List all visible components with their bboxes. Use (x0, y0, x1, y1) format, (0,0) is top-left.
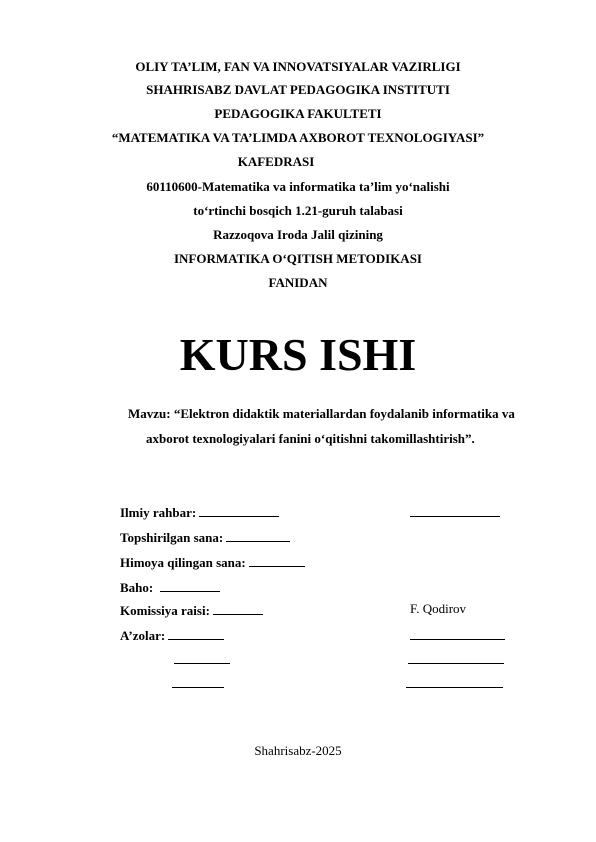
subject-suffix: FANIDAN (268, 275, 328, 290)
supervisor-label: Ilmiy rahbar: (120, 505, 197, 520)
commission-chair-blank (213, 601, 263, 615)
topic-line-2: axborot texnologiyalari fanini o‘qitishni takomillashtirish”. (146, 431, 475, 446)
subject-name: INFORMATIKA O‘QITISH METODIKASI (173, 251, 422, 266)
grade-label: Baho: (120, 580, 154, 595)
defended-field (120, 553, 305, 571)
members-blank-2 (174, 662, 230, 664)
supervisor-blank (199, 503, 279, 517)
defended-label: Himoya qilingan sana: (120, 555, 246, 570)
faculty-name: PEDAGOGIKA FAKULTETI (214, 106, 382, 121)
grade-blank (160, 578, 220, 592)
city-year: Shahrisabz-2025 (254, 743, 342, 758)
document-title: KURS ISHI (179, 329, 417, 380)
submitted-blank (226, 528, 290, 542)
submitted-field (120, 528, 290, 546)
institute-name: SHAHRISABZ DAVLAT PEDAGOGIKA INSTITUTI (146, 82, 450, 97)
commission-chair-label: Komissiya raisi: (120, 603, 210, 618)
supervisor-signature-blank (410, 515, 500, 517)
department-name: “MATEMATIKA VA TA’LIMDA AXBOROT TEXNOLOGIYASI” (111, 130, 485, 145)
member-signature-blank-2 (408, 662, 504, 664)
members-blank-1 (168, 626, 224, 640)
member-signature-blank-3 (406, 686, 503, 688)
members-label: A’zolar: (120, 628, 166, 643)
supervisor-field (120, 503, 279, 521)
members-field (120, 626, 224, 644)
member-signature-blank-1 (410, 638, 505, 640)
grade-field (120, 578, 220, 596)
commission-chair-field (120, 601, 263, 619)
student-name: Razzoqova Iroda Jalil qizining (213, 227, 383, 242)
commission-chair-name: F. Qodirov (410, 601, 467, 616)
direction-name: 60110600-Matematika va informatika ta’lim yo‘nalishi (146, 179, 450, 194)
department-label: KAFEDRASI (237, 154, 315, 169)
ministry-name: OLIY TA’LIM, FAN VA INNOVATSIYALAR VAZIRLIGI (135, 59, 461, 74)
topic-line-1: Mavzu: “Elektron didaktik materiallardan foydalanib informatika va (128, 406, 515, 421)
submitted-label: Topshirilgan sana: (120, 530, 224, 545)
course-group: to‘rtinchi bosqich 1.21-guruh talabasi (193, 203, 403, 218)
members-blank-3 (172, 686, 224, 688)
defended-blank (249, 553, 305, 567)
